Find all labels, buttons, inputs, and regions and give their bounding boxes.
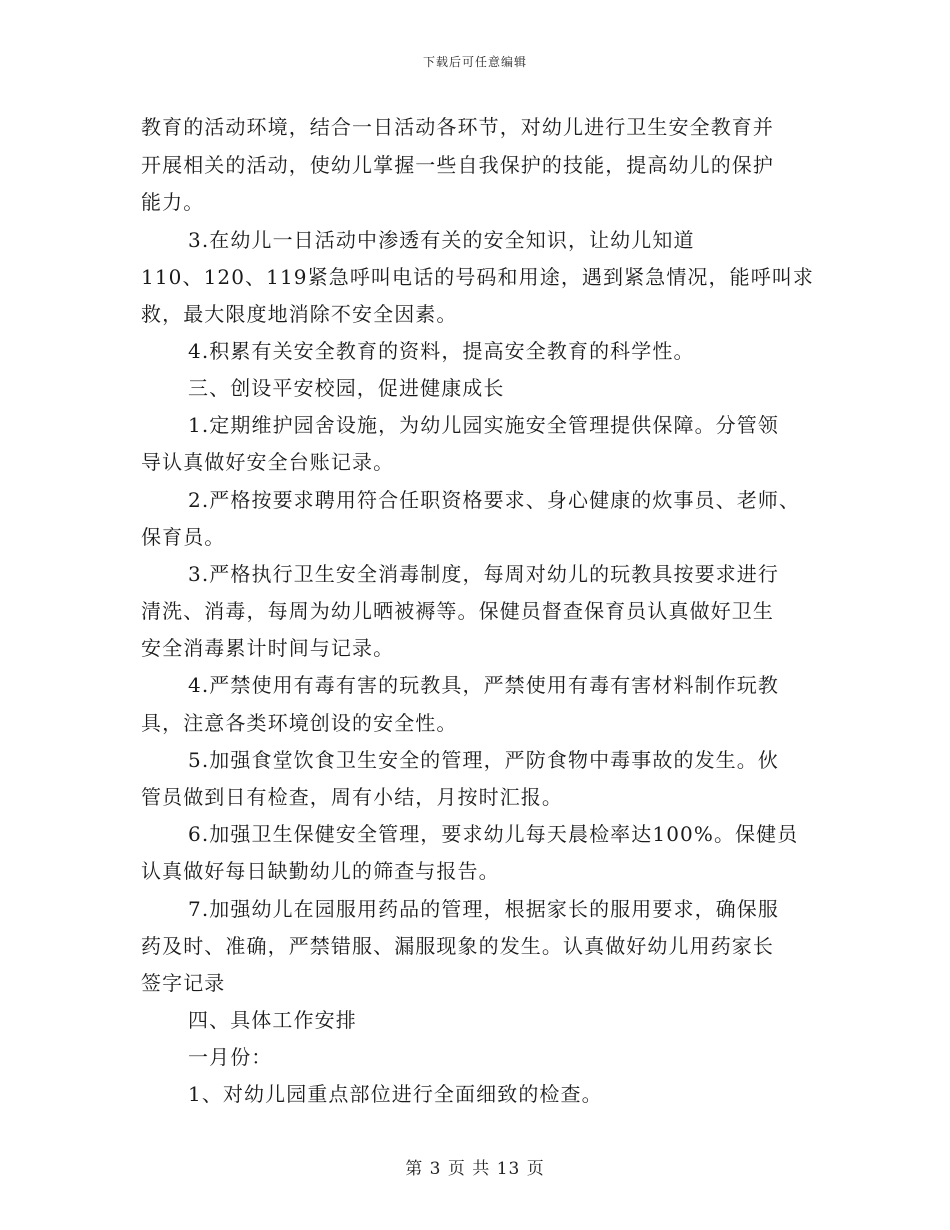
- text-line: 5.加强食堂饮食卫生安全的管理，严防食物中毒事故的发生。伙: [188, 748, 779, 772]
- text-line: 开展相关的活动，使幼儿掌握一些自我保护的技能，提高幼儿的保护: [141, 153, 774, 177]
- text-line: 清洗、消毒，每周为幼儿晒被褥等。保健员督查保育员认真做好卫生: [141, 599, 774, 623]
- text-line: 救，最大限度地消除不安全因素。: [141, 302, 458, 326]
- text-line: 教育的活动环境，结合一日活动各环节，对幼儿进行卫生安全教育并: [141, 115, 774, 139]
- page-header: 下载后可任意编辑: [422, 55, 527, 69]
- text-line: 药及时、准确，严禁错服、漏服现象的发生。认真做好幼儿用药家长: [141, 934, 774, 958]
- text-line: 安全消毒累计时间与记录。: [141, 636, 395, 660]
- text-line: 3.在幼儿一日活动中渗透有关的安全知识，让幼儿知道: [188, 228, 695, 252]
- section-heading: 四、具体工作安排: [188, 1008, 357, 1032]
- text-line: 110、120、119紧急呼叫电话的号码和用途，遇到紧急情况，能呼叫求: [141, 265, 815, 289]
- text-line: 6.加强卫生保健安全管理，要求幼儿每天晨检率达100%。保健员: [188, 822, 799, 846]
- text-line: 认真做好每日缺勤幼儿的筛查与报告。: [141, 859, 500, 883]
- text-line: 7.加强幼儿在园服用药品的管理，根据家长的服用要求，确保服: [188, 897, 779, 921]
- text-line: 4.严禁使用有毒有害的玩教具，严禁使用有毒有害材料制作玩教: [188, 673, 779, 697]
- text-line: 3.严格执行卫生安全消毒制度，每周对幼儿的玩教具按要求进行: [188, 562, 779, 586]
- text-line: 1、对幼儿园重点部位进行全面细致的检查。: [188, 1082, 603, 1106]
- text-line: 具，注意各类环境创设的安全性。: [141, 711, 458, 735]
- section-heading: 三、创设平安校园，促进健康成长: [188, 376, 505, 400]
- text-line: 2.严格按要求聘用符合任职资格要求、身心健康的炊事员、老师、: [188, 488, 801, 512]
- text-line: 一月份：: [188, 1045, 273, 1069]
- page-footer: 第 3 页 共 13 页: [405, 1159, 545, 1179]
- text-line: 签字记录: [141, 971, 226, 995]
- text-line: 导认真做好安全台账记录。: [141, 450, 395, 474]
- text-line: 保育员。: [141, 525, 226, 549]
- text-line: 能力。: [141, 190, 205, 214]
- text-line: 1.定期维护园舍设施，为幼儿园实施安全管理提供保障。分管领: [188, 413, 779, 437]
- text-line: 4.积累有关安全教育的资料，提高安全教育的科学性。: [188, 339, 695, 363]
- text-line: 管员做到日有检查，周有小结，月按时汇报。: [141, 785, 563, 809]
